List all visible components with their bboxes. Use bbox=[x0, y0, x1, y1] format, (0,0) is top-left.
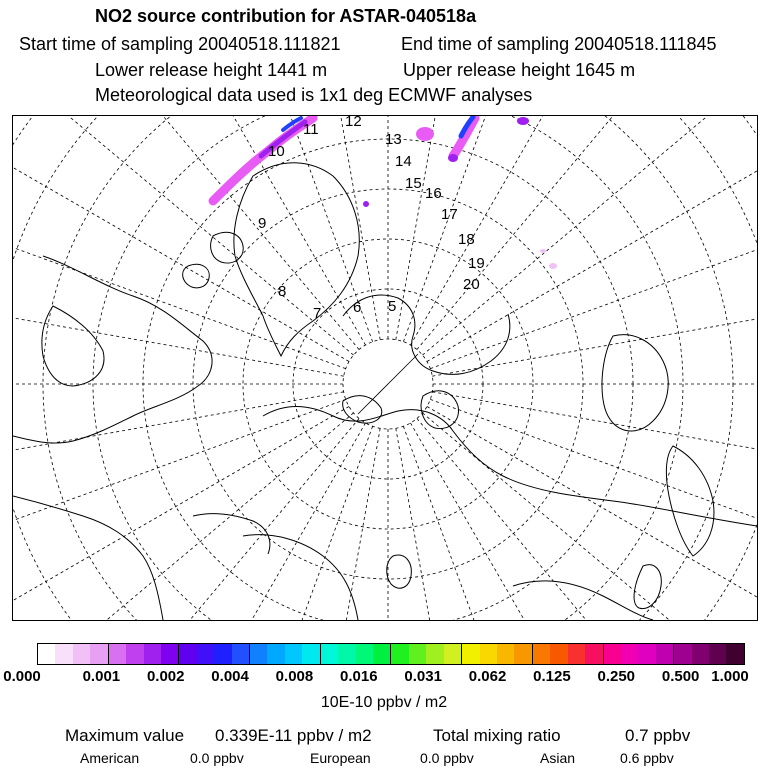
latitude-circle bbox=[13, 116, 757, 620]
coastline-greenland bbox=[234, 163, 362, 356]
color-scale-tick-label: 0.500 bbox=[661, 668, 700, 685]
color-scale-swatch bbox=[197, 644, 214, 664]
coastline-north-america bbox=[13, 496, 163, 620]
track-time-label: 8 bbox=[278, 283, 287, 300]
color-scale-swatch bbox=[638, 644, 655, 664]
color-scale-swatch bbox=[462, 644, 479, 664]
meteorological-data-note: Meteorological data used is 1x1 deg ECMWF analyses bbox=[95, 85, 533, 105]
european-value: 0.0 ppbv bbox=[420, 750, 474, 766]
meridian-line bbox=[430, 399, 757, 620]
color-scale-tick-label: 0.031 bbox=[404, 668, 442, 685]
color-scale-swatch bbox=[514, 644, 532, 664]
graticule bbox=[13, 116, 757, 620]
meridian-line bbox=[396, 428, 510, 620]
color-scale-swatch bbox=[480, 644, 497, 664]
track-time-label: 12 bbox=[345, 116, 362, 130]
upper-release-height: Upper release height 1645 m bbox=[403, 60, 636, 80]
color-scale-bar bbox=[37, 643, 745, 665]
color-scale-swatch bbox=[179, 644, 196, 664]
color-scale-swatch bbox=[38, 644, 55, 664]
meridian-line bbox=[13, 407, 349, 621]
color-scale-swatch bbox=[356, 644, 373, 664]
plume-patch-3 bbox=[517, 117, 529, 125]
european-label: European bbox=[310, 750, 371, 766]
meridian-line bbox=[38, 423, 366, 620]
asian-label: Asian bbox=[540, 750, 576, 766]
coastline-mediterranean bbox=[193, 514, 270, 554]
coastline-kamchatka bbox=[666, 446, 714, 556]
track-time-label: 17 bbox=[441, 206, 458, 223]
color-scale-swatch bbox=[409, 644, 426, 664]
color-scale-tick-label: 0.016 bbox=[340, 668, 378, 685]
coastline-europe bbox=[343, 295, 510, 374]
coastline-siberia bbox=[263, 407, 757, 526]
track-time-label: 10 bbox=[268, 143, 285, 160]
max-value: 0.339E-11 ppbv / m2 bbox=[215, 726, 372, 745]
color-scale-swatch bbox=[709, 644, 726, 664]
track-time-label: 20 bbox=[463, 276, 480, 293]
map-canvas bbox=[13, 116, 757, 620]
plume-patch-6 bbox=[540, 249, 546, 253]
track-time-label: 13 bbox=[385, 131, 402, 148]
color-scale-tick-label: 0.001 bbox=[82, 668, 121, 685]
meridian-line bbox=[427, 116, 757, 362]
plume-segment-north bbox=[213, 118, 313, 201]
plume-segment-ne bbox=[453, 118, 475, 156]
plume-patch-1 bbox=[416, 127, 434, 141]
track-time-label: 14 bbox=[395, 153, 412, 170]
color-scale-swatch bbox=[426, 644, 443, 664]
max-value-label: Maximum value bbox=[65, 726, 185, 745]
meridian-line bbox=[13, 392, 344, 506]
meridian-line bbox=[266, 428, 380, 620]
track-time-label: 6 bbox=[353, 299, 362, 316]
coastline-arabia bbox=[243, 535, 358, 620]
total-mixing-value: 0.7 ppbv bbox=[625, 726, 691, 745]
polar-map bbox=[12, 115, 758, 621]
color-scale-swatch bbox=[391, 644, 408, 664]
meridian-line bbox=[411, 423, 739, 620]
meridian-line bbox=[13, 116, 349, 362]
color-scale-swatch bbox=[267, 644, 284, 664]
color-scale-swatch bbox=[321, 644, 338, 664]
color-scale-swatch bbox=[285, 644, 302, 664]
meridian-line bbox=[13, 262, 344, 376]
color-scale-swatch bbox=[126, 644, 143, 664]
color-scale-swatch bbox=[550, 644, 567, 664]
track-time-label: 19 bbox=[468, 255, 485, 272]
color-scale-swatch bbox=[90, 644, 108, 664]
meridian-line bbox=[403, 426, 627, 620]
plume-patch-5 bbox=[549, 263, 557, 269]
coastline-alaska bbox=[602, 335, 668, 431]
track-time-label: 5 bbox=[388, 298, 397, 315]
meridian-line bbox=[432, 392, 757, 506]
meridian-line bbox=[13, 116, 362, 350]
color-scale-tick-label: 0.125 bbox=[533, 668, 571, 685]
color-scale-swatch bbox=[109, 644, 126, 664]
lower-release-height: Lower release height 1441 m bbox=[95, 60, 328, 80]
color-scale-swatch bbox=[674, 644, 691, 664]
american-label: American bbox=[80, 750, 140, 766]
asian-value: 0.6 ppbv bbox=[620, 750, 674, 766]
color-scale-swatch bbox=[692, 644, 709, 664]
track-time-label: 11 bbox=[303, 121, 319, 138]
meridian-line bbox=[422, 413, 757, 620]
color-scale-unit: 10E-10 ppbv / m2 bbox=[320, 694, 448, 711]
meridian-line bbox=[13, 418, 359, 620]
latitude-circle bbox=[13, 116, 757, 620]
color-scale-swatch bbox=[656, 644, 674, 664]
color-scale-swatch bbox=[621, 644, 638, 664]
coastline-hudson bbox=[42, 306, 104, 386]
color-scale-tick-label: 0.062 bbox=[468, 668, 507, 685]
color-scale-swatch bbox=[302, 644, 320, 664]
color-scale-swatch bbox=[161, 644, 179, 664]
coastline-caspian bbox=[387, 555, 412, 588]
color-scale-swatch bbox=[568, 644, 585, 664]
color-scale-tick-label: 0.250 bbox=[597, 668, 636, 685]
coastline-asia-south bbox=[513, 581, 653, 620]
coastline-scandinavia bbox=[421, 391, 458, 429]
color-scale-swatch bbox=[726, 644, 743, 664]
color-scale-swatch bbox=[444, 644, 462, 664]
start-time: Start time of sampling 20040518.111821 bbox=[19, 34, 341, 54]
color-scale-tick-label: 0.008 bbox=[275, 668, 314, 685]
track-time-label: 9 bbox=[258, 215, 267, 232]
coastlines bbox=[13, 163, 757, 620]
plume-patch-2 bbox=[448, 154, 458, 162]
plume-patch-4 bbox=[363, 201, 369, 207]
track-time-label: 15 bbox=[405, 175, 422, 192]
meridian-line bbox=[403, 116, 627, 342]
total-mixing-label: Total mixing ratio bbox=[433, 726, 561, 745]
color-scale-swatch bbox=[497, 644, 514, 664]
color-scale-swatch bbox=[533, 644, 550, 664]
color-scale-swatch bbox=[214, 644, 231, 664]
pole-meridian bbox=[358, 354, 418, 414]
color-scale-tick-label: 0.004 bbox=[211, 668, 249, 685]
color-scale-swatch bbox=[585, 644, 603, 664]
map-title: NO2 source contribution for ASTAR-040518a bbox=[95, 6, 477, 26]
color-scale-swatch bbox=[338, 644, 355, 664]
color-scale-swatch bbox=[55, 644, 72, 664]
color-scale-swatch bbox=[373, 644, 391, 664]
color-scale-swatch bbox=[250, 644, 267, 664]
track-time-label: 16 bbox=[425, 185, 442, 202]
meridian-line bbox=[432, 262, 757, 376]
track-time-label: 18 bbox=[458, 231, 475, 248]
color-scale-swatch bbox=[604, 644, 621, 664]
color-scale-tick-label: 0.000 bbox=[3, 668, 41, 685]
meridian-line bbox=[149, 426, 373, 620]
color-scale-swatch bbox=[144, 644, 161, 664]
meridian-line bbox=[13, 413, 354, 620]
color-scale-swatch bbox=[73, 644, 90, 664]
end-time: End time of sampling 20040518.111845 bbox=[401, 34, 717, 54]
color-scale-swatch bbox=[232, 644, 250, 664]
color-scale-tick-label: 1.000 bbox=[711, 668, 749, 685]
color-scale-tick-label: 0.002 bbox=[146, 668, 185, 685]
american-value: 0.0 ppbv bbox=[190, 750, 244, 766]
track-time-label: 7 bbox=[313, 305, 322, 322]
